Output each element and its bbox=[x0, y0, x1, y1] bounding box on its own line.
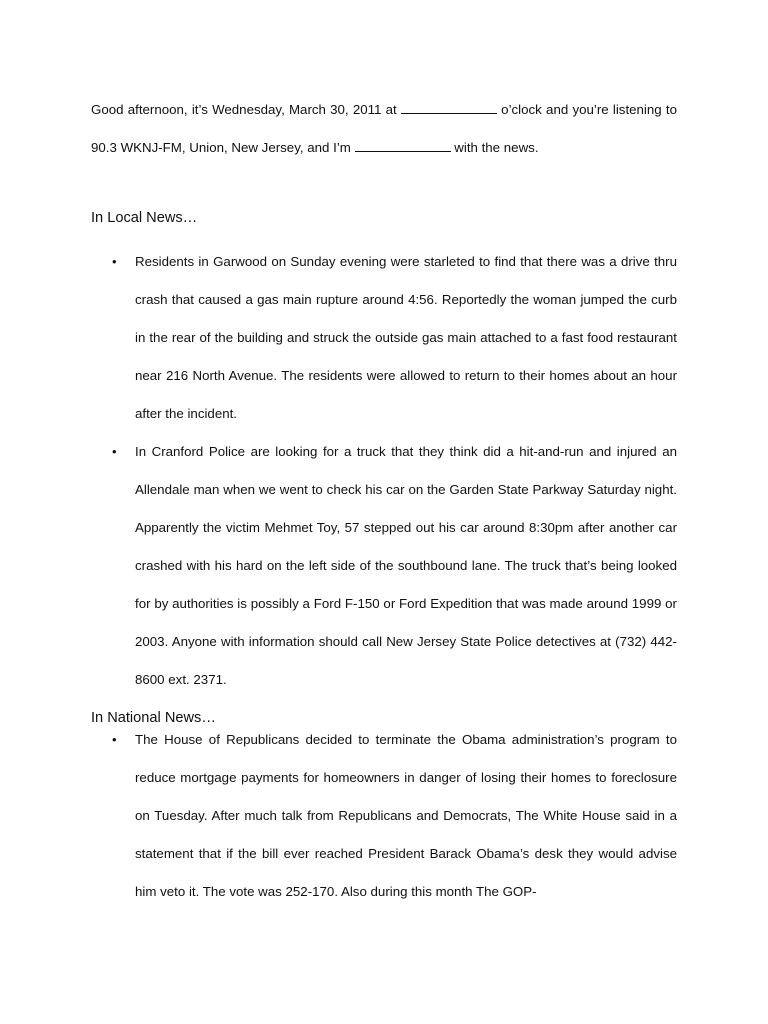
bullet-icon: • bbox=[112, 732, 117, 747]
local-news-heading: In Local News… bbox=[91, 210, 198, 226]
intro-paragraph bbox=[91, 91, 677, 167]
national-news-heading: In National News… bbox=[91, 710, 216, 726]
list-item-text: In Cranford Police are looking for a truck that they think did a hit-and-run and injured an Allendale man when we went to check his car on the Garden State Parkway Saturday night. Apparently the victim Mehmet Toy, 57 stepped out his car around 8:30pm after another car crashed with his hard on the left side of the southbound lane. The truck that’s being looked for by authorities is possibly a Ford F-150 or Ford Expedition that was made around 1999 or 2003. Anyone with information should call New Jersey State Police detectives at (732) 442-8600 ext. 2371. bbox=[135, 444, 677, 687]
bullet-icon: • bbox=[112, 444, 117, 459]
list-item bbox=[0, 243, 677, 433]
time-blank bbox=[401, 101, 497, 114]
intro-text-1: Good afternoon, it’s Wednesday, March 30, 2011 at bbox=[91, 102, 401, 117]
list-item bbox=[0, 433, 677, 699]
intro-text-3: with the news. bbox=[450, 140, 539, 155]
national-news-list bbox=[0, 721, 768, 911]
anchor-name-blank bbox=[355, 139, 451, 152]
local-news-list bbox=[0, 243, 768, 699]
intro-text-2: o’clock and you’re listening to 90.3 WKNJ-FM, Union, New Jersey, and I’m bbox=[91, 102, 677, 155]
list-item-text: Residents in Garwood on Sunday evening were starleted to find that there was a drive thru crash that caused a gas main rupture around 4:56. Reportedly the woman jumped the curb in the rear of the building and struck the outside gas main attached to a fast food restaurant near 216 North Avenue. The residents were allowed to return to their homes about an hour after the incident. bbox=[135, 254, 677, 421]
list-item-text: The House of Republicans decided to terminate the Obama administration’s program to reduce mortgage payments for homeowners in danger of losing their homes to foreclosure on Tuesday. After much talk from Republicans and Democrats, The White House said in a statement that if the bill ever reached President Barack Obama’s desk they would advise him veto it. The vote was 252-170. Also during this month The GOP- bbox=[135, 732, 677, 899]
list-item bbox=[0, 721, 677, 911]
bullet-icon: • bbox=[112, 254, 117, 269]
